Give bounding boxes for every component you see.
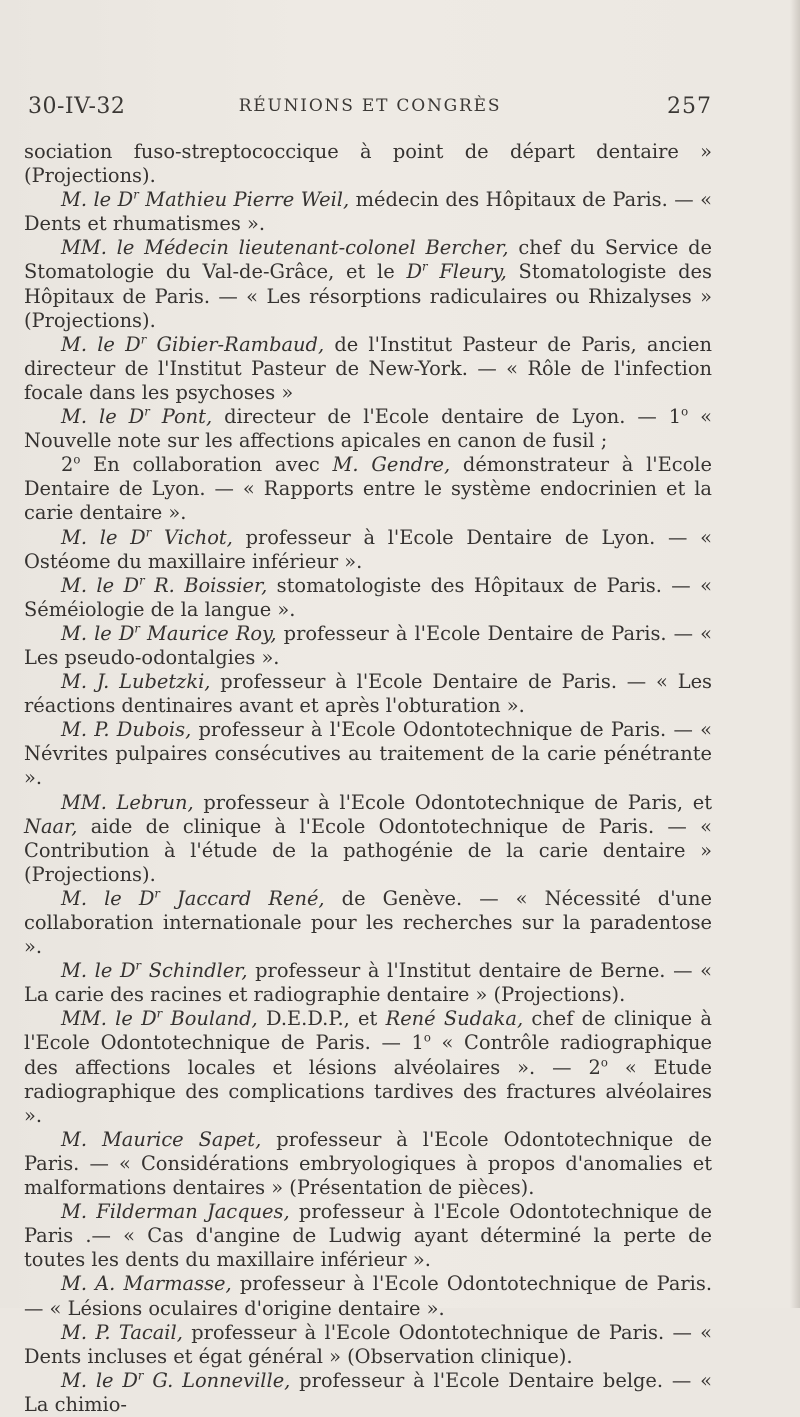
- speaker-name: M. le $D^r$ G. Lonneville,: [61, 1368, 291, 1392]
- header-title: RÉUNIONS ET CONGRÈS: [238, 96, 502, 116]
- speaker-name: M. le $D^r$ Pont,: [61, 404, 213, 429]
- speaker-name: M. P. Tacail,: [61, 1320, 183, 1344]
- speaker-name: M. le $D^r$ Gibier-Rambaud,: [61, 332, 325, 356]
- paragraph-14: MM. le $D^r$ Bouland, D.E.D.P., et René Sudaka, chef de clinique à l'Ecole Odontotechnique de Paris. — 1$^o$ « Contrôle radiographique des affections locales et lésions alvéolaires ». — 2$^o$ « Etude radiographique des complications tardives des fractures alvéolaires ».: [24, 1006, 713, 1127]
- speaker-name: M. le $D^r$ Mathieu Pierre Weil,: [61, 187, 350, 212]
- paragraph-13: M. le $D^r$ Schindler, professeur à l'Institut dentaire de Berne. — « La carie des racines et radiographie dentaire » (Projections).: [24, 958, 712, 1007]
- speaker-name: M. le $D^r$ R. Boissier,: [61, 573, 268, 597]
- paragraph-0: sociation fuso-streptococcique à point de départ dentaire » (Projections).: [24, 140, 712, 188]
- paragraph-17: M. A. Marmasse, professeur à l'Ecole Odontotechnique de Paris. — « Lésions oculaires d'origine dentaire ».: [24, 1272, 712, 1320]
- speaker-name: M. le $D^r$ Vichot,: [61, 525, 233, 549]
- paragraph-7: M. le $D^r$ R. Boissier, stomatologiste des Hôpitaux de Paris. — « Séméiologie de la langue ».: [24, 573, 712, 621]
- speaker-name: René Sudaka,: [385, 1007, 524, 1031]
- speaker-name: $D^r$ Fleury,: [406, 260, 507, 284]
- paragraph-3: M. le $D^r$ Gibier-Rambaud, de l'Institut Pasteur de Paris, ancien directeur de l'Institut Pasteur de New-York. — « Rôle de l'infection focale dans les psychoses »: [24, 332, 712, 404]
- speaker-name: M. P. Dubois,: [61, 718, 192, 742]
- speaker-name: M. le $D^r$ Maurice Roy,: [61, 621, 277, 645]
- running-header: [28, 94, 712, 124]
- speaker-name: MM. le $D^r$ Bouland,: [61, 1006, 258, 1031]
- paragraph-5: 2$^o$ En collaboration avec M. Gendre, démonstrateur à l'Ecole Dentaire de Lyon. — « Rapports entre le système endocrinien et la carie dentaire ».: [24, 452, 712, 525]
- paragraph-1: M. le $D^r$ Mathieu Pierre Weil, médecin des Hôpitaux de Paris. — « Dents et rhumatismes ».: [24, 187, 712, 236]
- speaker-name: M. le $D^r$ Jaccard René,: [61, 886, 325, 910]
- paragraph-10: M. P. Dubois, professeur à l'Ecole Odontotechnique de Paris. — « Névrites pulpaires consécutives au traitement de la carie pénétrante ».: [24, 718, 712, 790]
- speaker-name: M. Filderman Jacques,: [61, 1200, 290, 1224]
- paragraph-9: M. J. Lubetzki, professeur à l'Ecole Dentaire de Paris. — « Les réactions dentinaires avant et après l'obturation ».: [24, 670, 712, 718]
- paragraph-8: M. le $D^r$ Maurice Roy, professeur à l'Ecole Dentaire de Paris. — « Les pseudo-odontalgies ».: [24, 621, 712, 669]
- body-text: [24, 140, 712, 1417]
- paragraph-15: M. Maurice Sapet, professeur à l'Ecole Odontotechnique de Paris. — « Considérations embryologiques à propos d'anomalies et malformations dentaires » (Présentation de pièces).: [24, 1127, 713, 1200]
- paragraph-11: MM. Lebrun, professeur à l'Ecole Odontotechnique de Paris, et Naar, aide de clinique à l'Ecole Odontotechnique de Paris. — « Contribution à l'étude de la pathogénie de la carie dentaire » (Projections).: [24, 790, 712, 886]
- speaker-name: M. le $D^r$ Schindler,: [61, 958, 248, 983]
- speaker-name: MM. Lebrun,: [61, 790, 194, 814]
- paragraph-4: M. le $D^r$ Pont, directeur de l'Ecole dentaire de Lyon. — 1$^o$ « Nouvelle note sur les affections apicales en canon de fusil ;: [24, 404, 712, 453]
- speaker-name: MM. le Médecin lieutenant-colonel Bercher,: [61, 236, 509, 260]
- paragraph-18: M. P. Tacail, professeur à l'Ecole Odontotechnique de Paris. — « Dents incluses et égat général » (Observation clinique).: [24, 1320, 712, 1368]
- page-edge-shadow: [790, 0, 800, 1308]
- header-date: 30-IV-32: [28, 94, 126, 119]
- paragraph-16: M. Filderman Jacques, professeur à l'Ecole Odontotechnique de Paris .— « Cas d'angine de Ludwig ayant déterminé la perte de toutes les dents du maxillaire inférieur ».: [24, 1200, 713, 1272]
- speaker-name: Naar,: [24, 814, 78, 838]
- paragraph-2: MM. le Médecin lieutenant-colonel Bercher, chef du Service de Stomatologie du Val-de-Grâce, et le $D^r$ Fleury, Stomatologiste des Hôpitaux de Paris. — « Les résorptions radiculaires ou Rhizalyses » (Projections).: [24, 236, 713, 332]
- paragraph-12: M. le $D^r$ Jaccard René, de Genève. — « Nécessité d'une collaboration internationale pour les recherches sur la paradentose ».: [24, 886, 713, 959]
- paragraph-19: M. le $D^r$ G. Lonneville, professeur à l'Ecole Dentaire belge. — « La chimio-: [24, 1368, 712, 1416]
- page-number: 257: [667, 94, 712, 119]
- speaker-name: M. J. Lubetzki,: [61, 670, 211, 694]
- speaker-name: M. Gendre,: [332, 453, 451, 477]
- speaker-name: M. Maurice Sapet,: [61, 1127, 262, 1151]
- speaker-name: M. A. Marmasse,: [61, 1272, 232, 1296]
- paragraph-6: M. le $D^r$ Vichot, professeur à l'Ecole Dentaire de Lyon. — « Ostéome du maxillaire inférieur ».: [24, 525, 713, 573]
